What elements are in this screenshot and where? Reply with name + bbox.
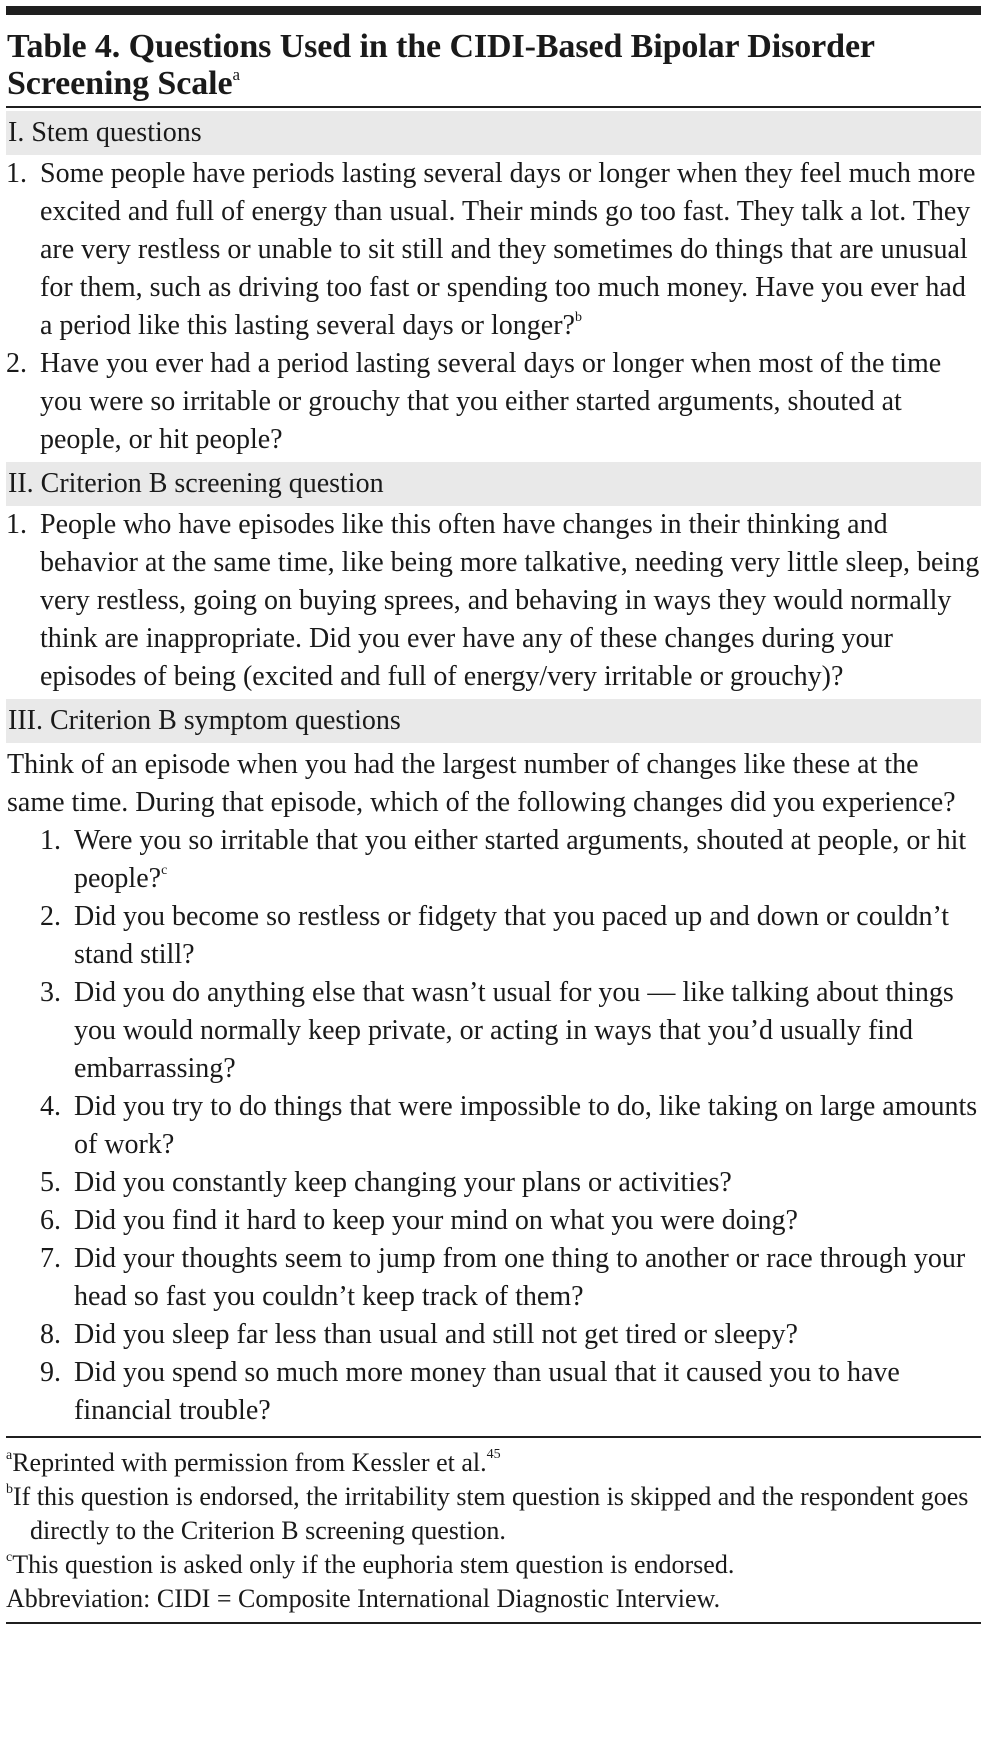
item-text: Did you spend so much more money than usual that it caused you to have financial trouble?: [74, 1357, 900, 1426]
list-item: [40, 898, 981, 974]
item-number: 4.: [40, 1091, 61, 1122]
item-text: Did you try to do things that were impossible to do, like taking on large amounts of work?: [74, 1091, 978, 1160]
item-number: 2.: [40, 901, 61, 932]
footnote-a: [6, 1446, 981, 1480]
item-text: Did you sleep far less than usual and still not get tired or sleepy?: [74, 1319, 798, 1350]
item-text: Did you constantly keep changing your plans or activities?: [74, 1167, 732, 1198]
symptom-intro-paragraph: Think of an episode when you had the largest number of changes like these at the same time. During that episode, which of the following changes did you experience?: [7, 749, 956, 818]
item-text: Have you ever had a period lasting several days or longer when most of the time you were so irritable or grouchy that you either started arguments, shouted at people, or hit people?: [40, 348, 942, 455]
item-number: 9.: [40, 1357, 61, 1388]
top-rule: [6, 6, 981, 15]
section-heading-criterion-b-symptoms: III. Criterion B symptom questions: [6, 699, 981, 743]
list-item: [6, 506, 981, 696]
table-page: [6, 6, 981, 1624]
item-number: 7.: [40, 1243, 61, 1274]
footnote-mark: c: [6, 1550, 13, 1565]
footnote-c: [6, 1548, 981, 1582]
abbreviation-note: Abbreviation: CIDI = Composite International Diagnostic Interview.: [6, 1584, 721, 1613]
screening-question-list: [6, 506, 981, 696]
item-text: Did you do anything else that wasn’t usual for you — like talking about things you would normally keep private, or acting in ways that you’d usually find embarrassing?: [74, 977, 954, 1084]
item-number: 2.: [6, 348, 27, 379]
list-item: [6, 345, 981, 459]
footnote-mark: b: [6, 1482, 13, 1497]
footnote-text: This question is asked only if the euphoria stem question is endorsed.: [12, 1550, 735, 1579]
item-number: 3.: [40, 977, 61, 1008]
footnote-text: If this question is endorsed, the irritability stem question is skipped and the respondent goes directly to the Criterion B screening question.: [13, 1482, 969, 1545]
list-item: [6, 155, 981, 345]
stem-question-list: [6, 155, 981, 459]
item-text: Did you find it hard to keep your mind on what you were doing?: [74, 1205, 798, 1236]
item-number: 8.: [40, 1319, 61, 1350]
item-text: Did your thoughts seem to jump from one thing to another or race through your head so fast you couldn’t keep track of them?: [74, 1243, 966, 1312]
footnote-b: [6, 1480, 981, 1548]
table-title: [6, 15, 981, 106]
end-rule: [6, 1622, 981, 1624]
item-footnote-mark: b: [574, 310, 582, 325]
list-item: [40, 1354, 981, 1430]
symptom-question-list: [6, 822, 981, 1430]
item-text: Some people have periods lasting several days or longer when they feel much more excited and full of energy than usual. Their minds go too fast. They talk a lot. They are very restless or unable to sit still and they sometimes do things that are unusual for them, such as driving too fast or spending too much money. Have you ever had a period like this lasting several days or longer?: [40, 158, 976, 341]
list-item: [40, 1316, 981, 1354]
item-number: 1.: [6, 509, 27, 540]
item-number: 1.: [40, 825, 61, 856]
list-item: [40, 822, 981, 898]
table-title-text: Table 4. Questions Used in the CIDI-Based Bipolar Disorder Screening Scale: [7, 28, 875, 102]
footnote-text: Reprinted with permission from Kessler et al.: [12, 1448, 487, 1477]
footnote-reference: 45: [486, 1447, 501, 1462]
list-item: [40, 1240, 981, 1316]
list-item: [40, 1202, 981, 1240]
item-number: 1.: [6, 158, 27, 189]
item-number: 6.: [40, 1205, 61, 1236]
item-text: Were you so irritable that you either started arguments, shouted at people, or hit people?: [74, 825, 967, 894]
section-heading-criterion-b-screening: II. Criterion B screening question: [6, 462, 981, 506]
list-item: [40, 974, 981, 1088]
section-heading-stem-questions: I. Stem questions: [6, 111, 981, 155]
list-item: [40, 1164, 981, 1202]
title-rule: [6, 106, 981, 108]
item-number: 5.: [40, 1167, 61, 1198]
item-text: People who have episodes like this often have changes in their thinking and behavior at the same time, like being more talkative, needing very little sleep, being very restless, going on buying sprees, and behaving in ways they would normally think are inappropriate. Did you ever have any of these changes during your episodes of being (excited and full of energy/very irritable or grouchy)?: [40, 509, 980, 692]
item-text: Did you become so restless or fidgety that you paced up and down or couldn’t stand still?: [74, 901, 950, 970]
table-title-footnote-mark: a: [232, 65, 240, 84]
footnotes: [6, 1438, 981, 1616]
item-footnote-mark: c: [161, 863, 168, 878]
footnote-mark: a: [6, 1448, 13, 1463]
list-item: [40, 1088, 981, 1164]
